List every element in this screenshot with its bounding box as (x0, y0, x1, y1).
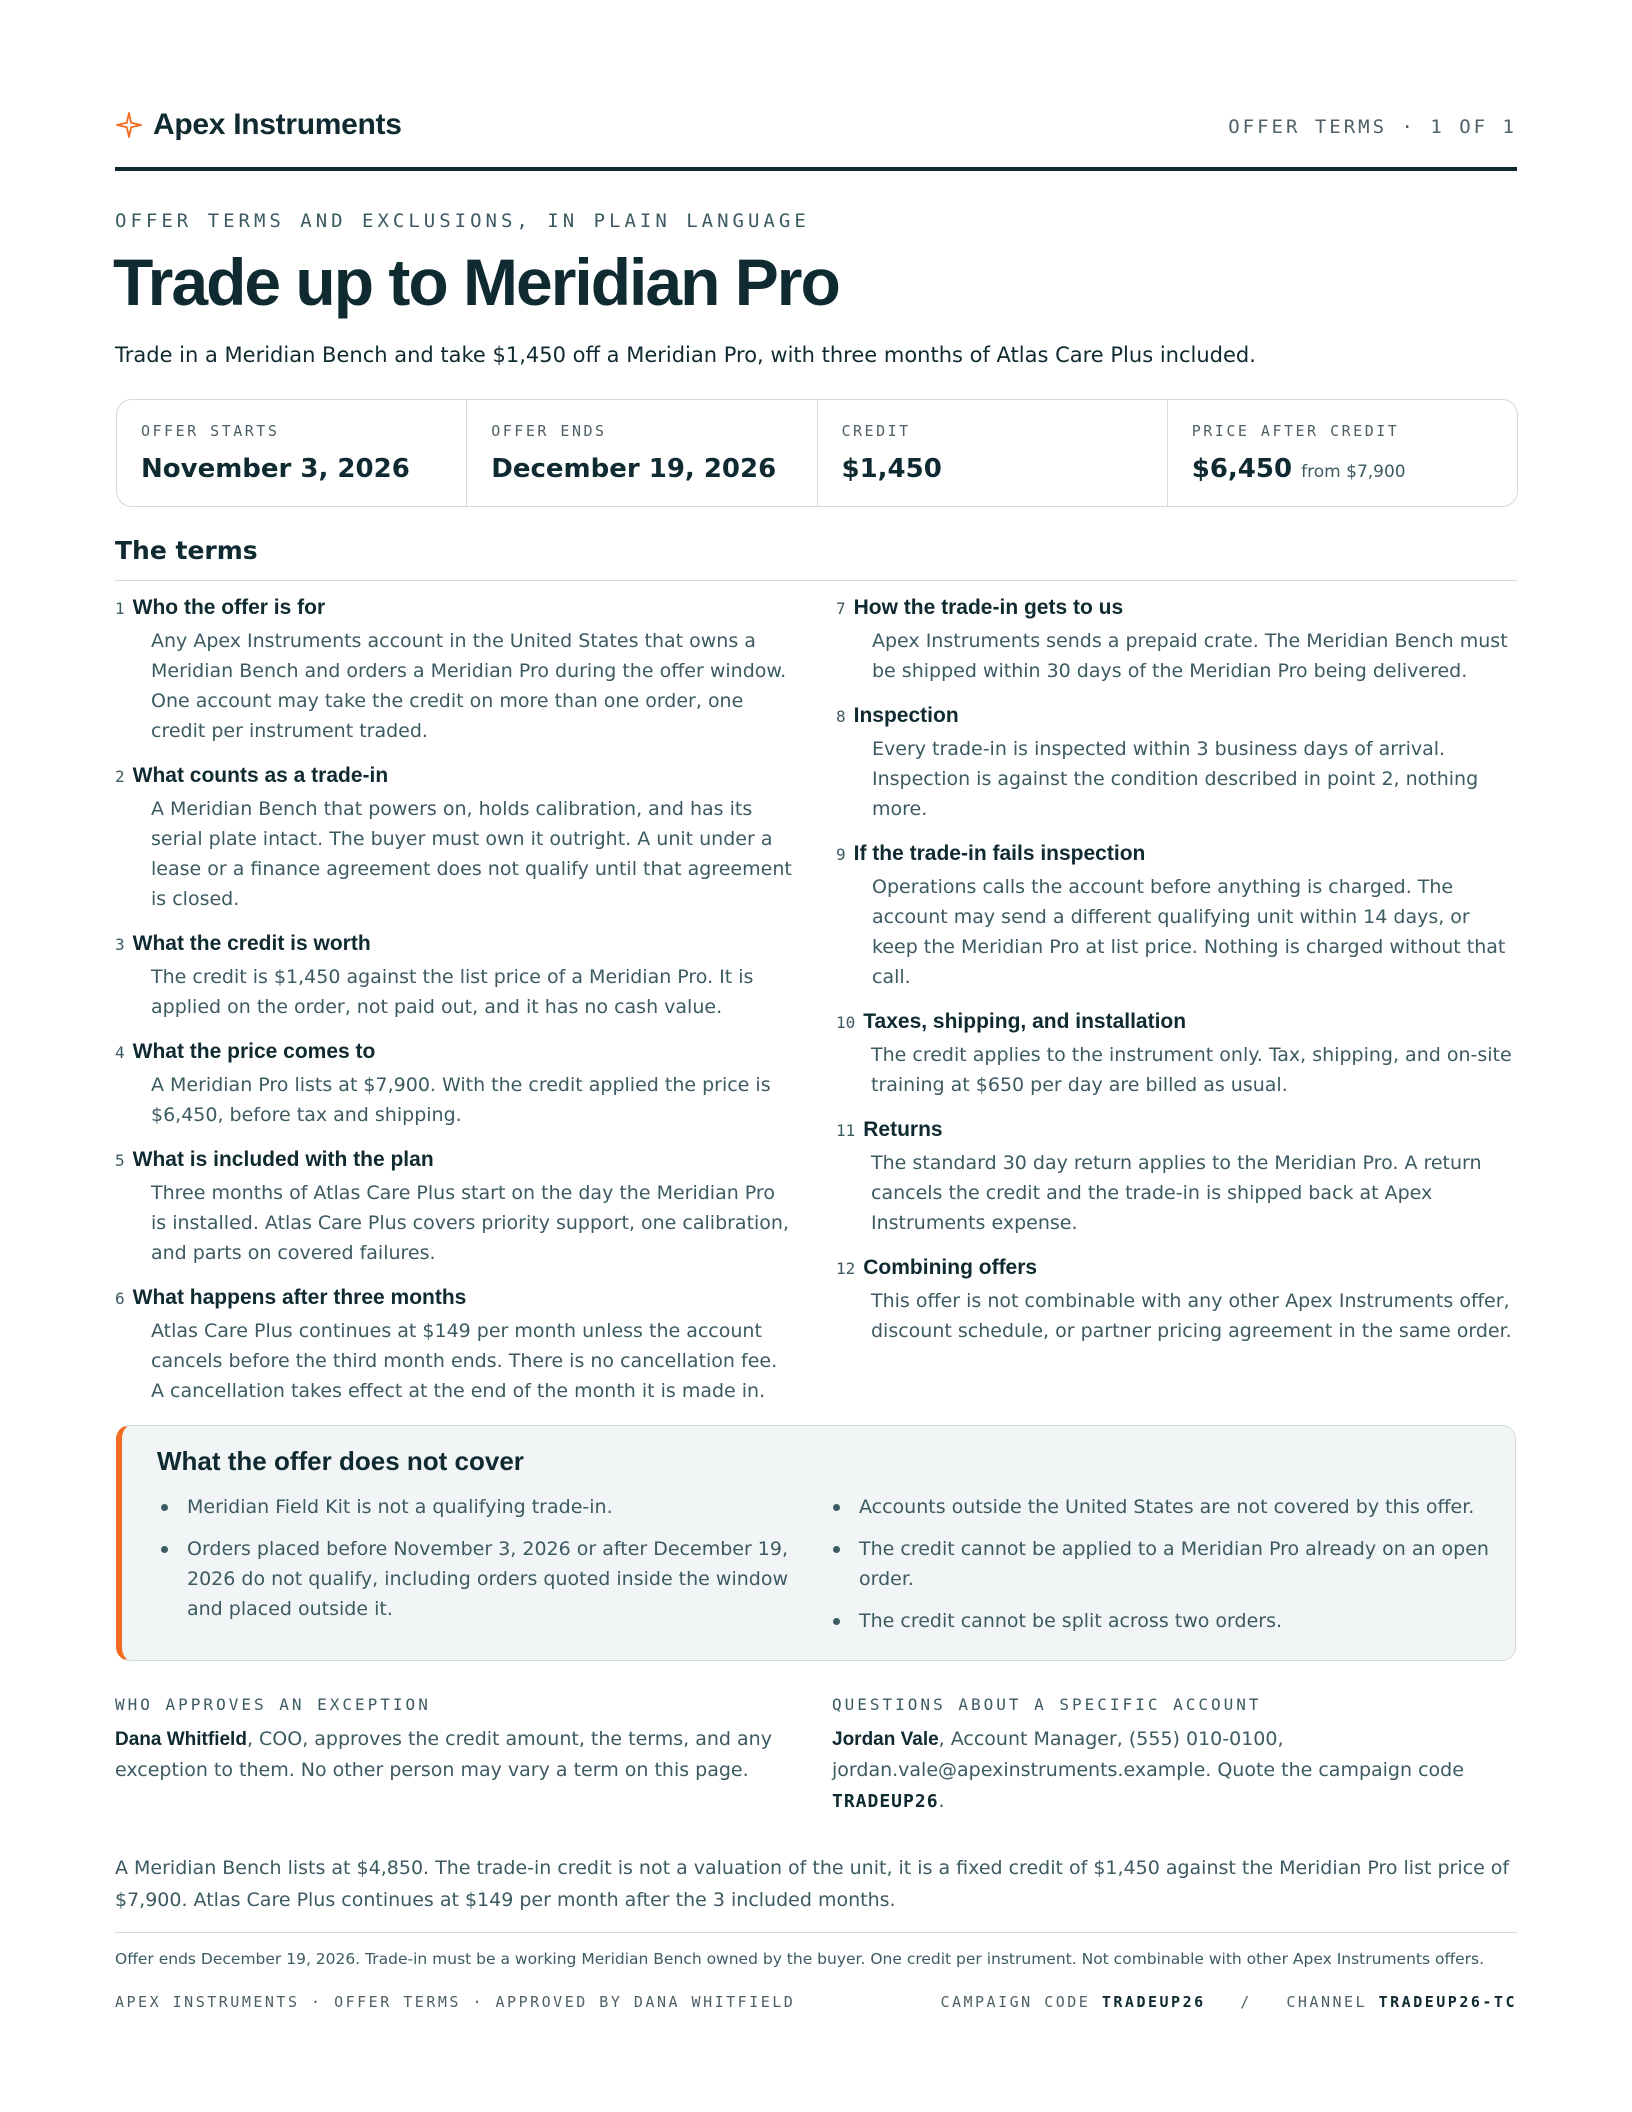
exclusion-text: The credit cannot be applied to a Meridian Pro already on an open order. (859, 1538, 1489, 1590)
contact-text: , Account Manager, (555) 010-0100, jordan.vale@apexinstruments.example. Quote the campaign code (832, 1728, 1464, 1781)
stat-label: PRICE AFTER CREDIT (1191, 422, 1400, 440)
term-body: Three months of Atlas Care Plus start on the day the Meridian Pro is installed. Atlas Care Plus covers priority support, one calibration, and parts on covered failures. (151, 1182, 790, 1264)
exclusion-item (829, 1606, 1489, 1636)
exclusion-text: The credit cannot be split across two orders. (859, 1610, 1283, 1632)
term-number: 4 (115, 1043, 125, 1062)
term-number: 3 (115, 935, 125, 954)
term-body: The credit is $1,450 against the list price of a Meridian Pro. It is applied on the order, not paid out, and it has no cash value. (151, 966, 754, 1018)
footer-separator: / (1240, 1993, 1252, 2011)
term-item (115, 1148, 795, 1268)
stat-credit (818, 400, 1168, 506)
stat-value: $6,450 (1191, 454, 1293, 484)
contact-label: QUESTIONS ABOUT A SPECIFIC ACCOUNT (832, 1695, 1262, 1714)
channel-code: TRADEUP26-TC (1378, 1993, 1517, 2011)
contact-name: Jordan Vale (832, 1729, 939, 1750)
stat-price-after-credit (1168, 400, 1517, 506)
term-body: Apex Instruments sends a prepaid crate. The Meridian Bench must be shipped within 30 days of the Meridian Pro being delivered. (872, 630, 1508, 682)
term-item (836, 1256, 1518, 1346)
term-number: 11 (836, 1121, 856, 1140)
term-title: What the price comes to (132, 1040, 376, 1063)
four-point-star-icon (115, 111, 143, 139)
term-item (115, 596, 795, 746)
page-title: Trade up to Meridian Pro (113, 245, 839, 319)
campaign-code: TRADEUP26 (1101, 1993, 1206, 2011)
term-item (115, 1040, 795, 1130)
exclusions-list-right (829, 1492, 1489, 1648)
term-title: What is included with the plan (132, 1148, 434, 1171)
bullet-icon (161, 1546, 168, 1553)
exclusions-heading: What the offer does not cover (157, 1446, 524, 1476)
exclusion-item (157, 1492, 812, 1522)
exclusion-text: Accounts outside the United States are not covered by this offer. (859, 1496, 1475, 1518)
pricing-note: A Meridian Bench lists at $4,850. The trade-in credit is not a valuation of the unit, it is a fixed credit of $1,450 against the Meridian Pro list price of $7,900. Atlas Care Plus continues at $149 per month after the 3 included months. (115, 1857, 1510, 1911)
term-item (836, 1118, 1518, 1238)
exclusion-text: Meridian Field Kit is not a qualifying trade-in. (187, 1496, 613, 1518)
terms-divider (115, 580, 1517, 581)
term-body: The standard 30 day return applies to the Meridian Pro. A return cancels the credit and the trade-in is shipped back at Apex Instruments expense. (871, 1152, 1482, 1234)
exclusions-callout (116, 1425, 1516, 1661)
term-number: 5 (115, 1151, 125, 1170)
brand-name: Apex Instruments (153, 108, 402, 141)
term-item (836, 842, 1518, 992)
stat-offer-starts (117, 400, 467, 506)
term-item (836, 1010, 1518, 1100)
campaign-code: TRADEUP26 (832, 1791, 939, 1812)
stat-label: OFFER ENDS (491, 422, 607, 440)
term-number: 1 (115, 599, 125, 618)
term-title: How the trade-in gets to us (853, 596, 1124, 619)
stat-sub: from $7,900 (1301, 462, 1406, 482)
page-subtitle: Trade in a Meridian Bench and take $1,450 off a Meridian Pro, with three months of Atlas Care Plus included. (115, 343, 1256, 367)
term-title: What the credit is worth (132, 932, 371, 955)
footer-divider (115, 1932, 1517, 1933)
brand (115, 108, 402, 142)
bullet-icon (833, 1618, 840, 1625)
term-title: What happens after three months (132, 1286, 467, 1309)
term-item (836, 596, 1518, 686)
term-number: 9 (836, 845, 846, 864)
stat-value: November 3, 2026 (141, 454, 410, 484)
terms-column-left (115, 596, 795, 1424)
bullet-icon (833, 1546, 840, 1553)
exclusion-item (829, 1492, 1489, 1522)
campaign-label: CAMPAIGN CODE (940, 1993, 1091, 2011)
stat-offer-ends (467, 400, 817, 506)
exclusions-list-left (157, 1492, 812, 1636)
term-body: A Meridian Bench that powers on, holds calibration, and has its serial plate intact. The buyer must own it outright. A unit under a lease or a finance agreement does not qualify until that agreement is closed. (151, 798, 792, 910)
exclusion-text: Orders placed before November 3, 2026 or after December 19, 2026 do not qualify, including orders quoted inside the window and placed outside it. (187, 1538, 789, 1620)
term-number: 2 (115, 767, 125, 786)
approver-text: , COO, approves the credit amount, the terms, and any exception to them. No other person may vary a term on this page. (115, 1728, 772, 1781)
term-title: Taxes, shipping, and installation (863, 1010, 1187, 1033)
exclusion-item (829, 1534, 1489, 1594)
bullet-icon (161, 1504, 168, 1511)
fine-print: Offer ends December 19, 2026. Trade-in must be a working Meridian Bench owned by the buyer. One credit per instrument. Not combinable with other Apex Instruments offers. (115, 1950, 1485, 1968)
exclusion-item (157, 1534, 812, 1624)
term-number: 7 (836, 599, 846, 618)
term-title: If the trade-in fails inspection (853, 842, 1146, 865)
stat-value: December 19, 2026 (491, 454, 777, 484)
term-title: What counts as a trade-in (132, 764, 389, 787)
term-body: Atlas Care Plus continues at $149 per month unless the account cancels before the third month ends. There is no cancellation fee. A cancellation takes effect at the end of the month it is made in. (151, 1320, 778, 1402)
term-item (115, 764, 795, 914)
eyebrow: OFFER TERMS AND EXCLUSIONS, IN PLAIN LANGUAGE (115, 210, 810, 232)
term-body: Operations calls the account before anything is charged. The account may send a different qualifying unit within 14 days, or keep the Meridian Pro at list price. Nothing is charged without that call. (872, 876, 1506, 988)
terms-heading: The terms (115, 536, 258, 565)
term-number: 10 (836, 1013, 856, 1032)
approver-text-wrap (115, 1724, 795, 1786)
term-number: 8 (836, 707, 846, 726)
term-body: Every trade-in is inspected within 3 business days of arrival. Inspection is against the condition described in point 2, nothing more. (872, 738, 1479, 820)
contact-block (832, 1695, 1512, 1817)
contact-text-wrap (832, 1724, 1512, 1817)
term-body: A Meridian Pro lists at $7,900. With the credit applied the price is $6,450, before tax and shipping. (151, 1074, 771, 1126)
stat-value: $1,450 (841, 454, 942, 484)
offer-summary (116, 399, 1518, 507)
channel-label: CHANNEL (1286, 1993, 1368, 2011)
approver-block (115, 1695, 795, 1786)
bullet-icon (833, 1504, 840, 1511)
term-title: Combining offers (863, 1256, 1038, 1279)
page-marker: OFFER TERMS · 1 OF 1 (1228, 116, 1517, 138)
footer-right (940, 1993, 1517, 2011)
term-item (115, 1286, 795, 1406)
term-number: 6 (115, 1289, 125, 1308)
footer-left: APEX INSTRUMENTS · OFFER TERMS · APPROVED BY DANA WHITFIELD (115, 1993, 796, 2011)
term-title: Who the offer is for (132, 596, 326, 619)
term-body: This offer is not combinable with any other Apex Instruments offer, discount schedule, or partner pricing agreement in the same order. (871, 1290, 1512, 1342)
term-title: Inspection (853, 704, 959, 727)
term-number: 12 (836, 1259, 856, 1278)
term-item (836, 704, 1518, 824)
approver-name: Dana Whitfield (115, 1729, 247, 1750)
stat-label: OFFER STARTS (141, 422, 280, 440)
header-divider (115, 167, 1517, 171)
stat-label: CREDIT (841, 422, 911, 440)
approver-label: WHO APPROVES AN EXCEPTION (115, 1695, 431, 1714)
term-body: The credit applies to the instrument only. Tax, shipping, and on-site training at $650 per day are billed as usual. (871, 1044, 1512, 1096)
term-body: Any Apex Instruments account in the United States that owns a Meridian Bench and orders a Meridian Pro during the offer window. One account may take the credit on more than one order, one credit per instrument traded. (151, 630, 787, 742)
term-title: Returns (863, 1118, 943, 1141)
term-item (115, 932, 795, 1022)
terms-column-right (836, 596, 1518, 1364)
contact-end: . (938, 1790, 945, 1812)
stat-value-wrap (1192, 454, 1493, 484)
